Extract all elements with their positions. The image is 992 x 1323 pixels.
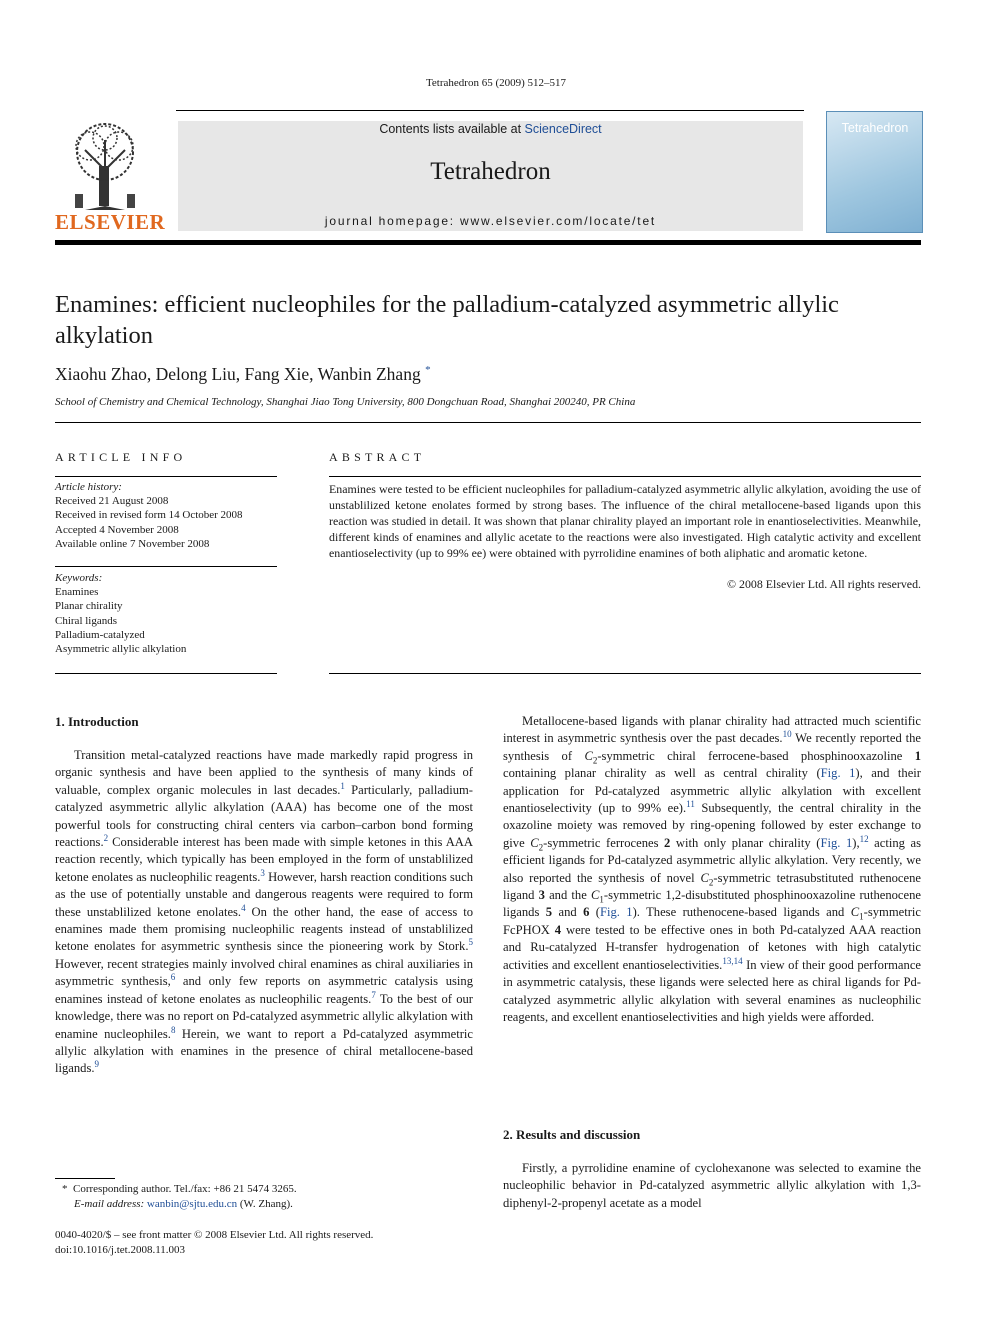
journal-name: Tetrahedron [430,158,551,185]
text-run: -symmetric ferrocenes [543,835,665,850]
article-history [55,480,277,551]
subscript: 1 [599,894,604,905]
footnote-corresponding [62,1182,482,1197]
keywords [55,571,277,656]
citation-ref[interactable]: 11 [686,798,695,809]
text-run: In view of their good performance in asymmetric catalysis, these ligands were selected here as chiral ligands for Pd-catalyzed asymmetric allylic alkylation with several enamines as nucleophilic reagents, and excellent enantioselectivities and high yields were afforded. [503,957,921,1024]
history-received: Received 21 August 2008 [55,495,169,508]
publication-info [55,1228,475,1257]
text-run: acting as efficient ligands for Pd-catalyzed asymmetric allylic alkylation. Very recently, we also reported the synthesis of novel [503,835,921,885]
figure-link[interactable]: Fig. 1 [820,835,853,850]
article-info-rule-bottom [55,673,277,674]
abstract-rule-top [329,476,921,477]
contents-line [178,122,803,136]
sciencedirect-link[interactable]: ScienceDirect [524,122,602,136]
text-run: containing planar chirality as well as central chirality ( [503,766,821,781]
metallocene-paragraph [503,713,921,1026]
text-run: ( [589,905,600,920]
text-run: Particularly, palladium-catalyzed asymmetric allylic alkylation (AAA) has become one of the most powerful tools for constructing chiral centers via carbon–carbon bond forming reactions. [55,782,473,850]
text-run: -symmetric tetrasubstituted ruthenocene ligand [503,870,922,903]
citation-ref[interactable]: 6 [170,972,176,983]
text-run: -symmetric 1,2-disubstituted phosphinooxazoline ruthenocene ligands [503,888,921,920]
keyword-item: Planar chirality [55,600,123,613]
citation-ref[interactable]: 7 [371,989,376,1000]
italic-symbol: C [700,870,709,885]
text-run: and the [544,888,591,903]
citation-ref[interactable]: 1 [340,780,345,791]
keyword-item: Palladium-catalyzed [55,628,145,641]
citation-ref[interactable]: 9 [94,1059,100,1070]
history-label: Article history: [55,481,122,493]
compound-number: 4 [554,922,562,937]
footnote-email-line [62,1197,482,1212]
article-info-heading: ARTICLE INFO [55,450,187,464]
text-run: Transition metal-catalyzed reactions have made markedly rapid progress in organic synthesis and have been applied to the synthesis of many kinds of valuable, complex organic molecules in last decades. [55,748,473,797]
text-run: Metallocene-based ligands with planar chirality had attracted much scientific interest in asymmetric synthesis over the past decades. [503,714,921,746]
header-thick-rule [55,240,921,245]
citation-ref[interactable]: 12 [859,833,869,844]
compound-number: 3 [538,888,545,903]
italic-symbol: C [590,888,600,903]
text-run: On the other hand, the ease of access to enamines made them promising nucleophilic reagents instead of unstablilized ketone enolates for asymmetric synthesis since the pioneering work by Stork. [55,904,474,954]
text-run: -symmetric chiral ferrocene-based phosphinooxazoline [597,748,915,763]
corresponding-author-mark[interactable]: * [425,364,431,377]
italic-symbol: C [850,905,860,920]
issn-line: 0040-4020/$ – see front matter © 2008 Elsevier Ltd. All rights reserved. [55,1229,374,1241]
text-run: Considerable interest has been made with simple ketones in this AAA reaction recently, which typically has been employed in the form of unstablilized ketone enolates as nucleophilic reagents. [55,835,473,884]
figure-link[interactable]: Fig. 1 [820,766,856,781]
citation-ref[interactable]: 4 [241,902,246,913]
email-link[interactable]: wanbin@sjtu.edu.cn [146,1198,238,1210]
text-run: ), [852,835,860,850]
keywords-label: Keywords: [55,572,103,584]
abstract-text: Enamines were tested to be efficient nucleophiles for palladium-catalyzed asymmetric allylic alkylation, avoiding the use of unstablilized ketone enolates formed by strong bases. The influence of the chiral metallocene-based ligands upon this reaction was studied in detail. It was shown that planar chirality played an important role in enantioselectivities. Meanwhile, different kinds of enamines and allylic acetate to the reactions were also investigated. High catalytic activity and excellent enantioselectivity (up to 99% ee) were obtained with pyrrolidine enamines of both aliphatic and aromatic ketone. [329,482,921,560]
text-run: We recently reported the synthesis of [503,731,922,763]
compound-number: 6 [583,905,590,920]
article-info-rule-top [55,476,277,477]
subscript: 2 [538,842,544,853]
text-run: However, harsh reaction conditions such as the use of potentially unstable and dangerous reagents were required to form these unstablilized ketone enolates. [55,869,473,919]
text-run: and only few reports on asymmetric catalysis using enamines instead of ketone enolates as nucleophilic reagents. [55,974,473,1006]
introduction-heading: 1. Introduction [55,714,139,729]
text-run: and [552,905,584,920]
subscript: 2 [592,755,598,766]
subscript: 1 [859,911,864,922]
text-run: However, recent strategies mainly involved chiral enamines as chiral auxiliaries in asymmetric synthesis, [55,956,473,989]
contents-prefix: Contents lists available at [379,122,525,136]
figure-link[interactable]: Fig. 1 [599,905,633,920]
abstract-heading: ABSTRACT [329,450,426,464]
email-label: E-mail address: [74,1198,145,1210]
results-paragraph [503,1160,921,1212]
compound-number: 1 [914,748,922,763]
subscript: 2 [708,877,714,888]
header-top-rule [176,110,804,111]
history-online: Available online 7 November 2008 [55,537,210,550]
compound-number: 2 [664,835,671,850]
keyword-item: Enamines [55,586,99,599]
cover-title: Tetrahedron [841,121,909,135]
article-title: Enamines: efficient nucleophiles for the palladium-catalyzed asymmetric allylic alkylation [55,291,839,349]
italic-symbol: C [530,835,539,850]
footnote-mark: * [62,1183,68,1195]
journal-homepage-link[interactable]: journal homepage: www.elsevier.com/locate/tet [324,214,657,228]
footnote-rule [55,1178,115,1179]
journal-reference: Tetrahedron 65 (2009) 512–517 [425,77,567,89]
affiliation: School of Chemistry and Chemical Technology, Shanghai Jiao Tong University, 800 Dongchuan Road, Shanghai 200240, PR China [55,396,636,408]
keyword-item: Asymmetric allylic alkylation [55,643,187,656]
corresponding-footnote [62,1182,482,1212]
citation-ref[interactable]: 5 [468,937,473,948]
text-run: ), and their application for Pd-catalyzed asymmetric allylic alkylation with excellent enantioselectivity (up to 99% ee). [503,766,921,816]
elsevier-wordmark: ELSEVIER [55,210,166,234]
history-accepted: Accepted 4 November 2008 [55,523,179,536]
text-run: ). These ruthenocene-based ligands and [632,905,851,920]
authors-text: Xiaohu Zhao, Delong Liu, Fang Xie, Wanbin Zhang [55,364,421,384]
italic-symbol: C [584,748,593,763]
text-run: To the best of our knowledge, there was no report on Pd-catalyzed asymmetric allylic alkylation with enamine nucleophiles. [55,991,474,1041]
citation-ref[interactable]: 10 [782,729,792,740]
article-info-rule-middle [55,566,277,567]
email-suffix: (W. Zhang). [237,1198,293,1210]
citation-ref[interactable]: 2 [103,832,109,843]
text-run: Herein, we want to report a Pd-catalyzed asymmetric allylic alkylation with enamines in the presence of chiral metallocene-based ligands. [55,1026,473,1076]
citation-ref[interactable]: 13,14 [722,955,743,966]
affiliation-rule [55,422,921,423]
citation-ref[interactable]: 8 [170,1024,176,1035]
doi-line[interactable]: doi:10.1016/j.tet.2008.11.003 [55,1243,186,1256]
author-list [55,364,921,385]
compound-number: 5 [545,905,553,920]
abstract-copyright: © 2008 Elsevier Ltd. All rights reserved. [727,577,921,591]
abstract-rule-bottom [329,673,921,674]
keyword-item: Chiral ligands [55,614,118,627]
text-run: were tested to be effective ones in both Pd-catalyzed AAA reaction and Ru-catalyzed H-transfer hydrogenation of ketones with high catalytic activities and excellent enantioselectivities. [503,922,921,972]
text-run: with only planar chirality ( [670,835,821,850]
text-run: -symmetric FcPHOX [503,905,921,937]
footnote-text: Corresponding author. Tel./fax: +86 21 5474 3265. [73,1183,297,1195]
history-revised: Received in revised form 14 October 2008 [55,509,243,522]
text-run: Firstly, a pyrrolidine enamine of cyclohexanone was selected to examine the nucleophilic behavior in Pd-catalyzed asymmetric allylic alkylation with 1,3-diphenyl-2-propenyl acetate as a model [503,1161,921,1210]
text-run: Subsequently, the central chirality in the oxazoline moiety was removed by ring-opening followed by ester exchange to give [503,801,921,850]
results-heading: 2. Results and discussion [503,1127,641,1142]
introduction-paragraph [55,747,473,1078]
citation-ref[interactable]: 3 [260,867,265,878]
